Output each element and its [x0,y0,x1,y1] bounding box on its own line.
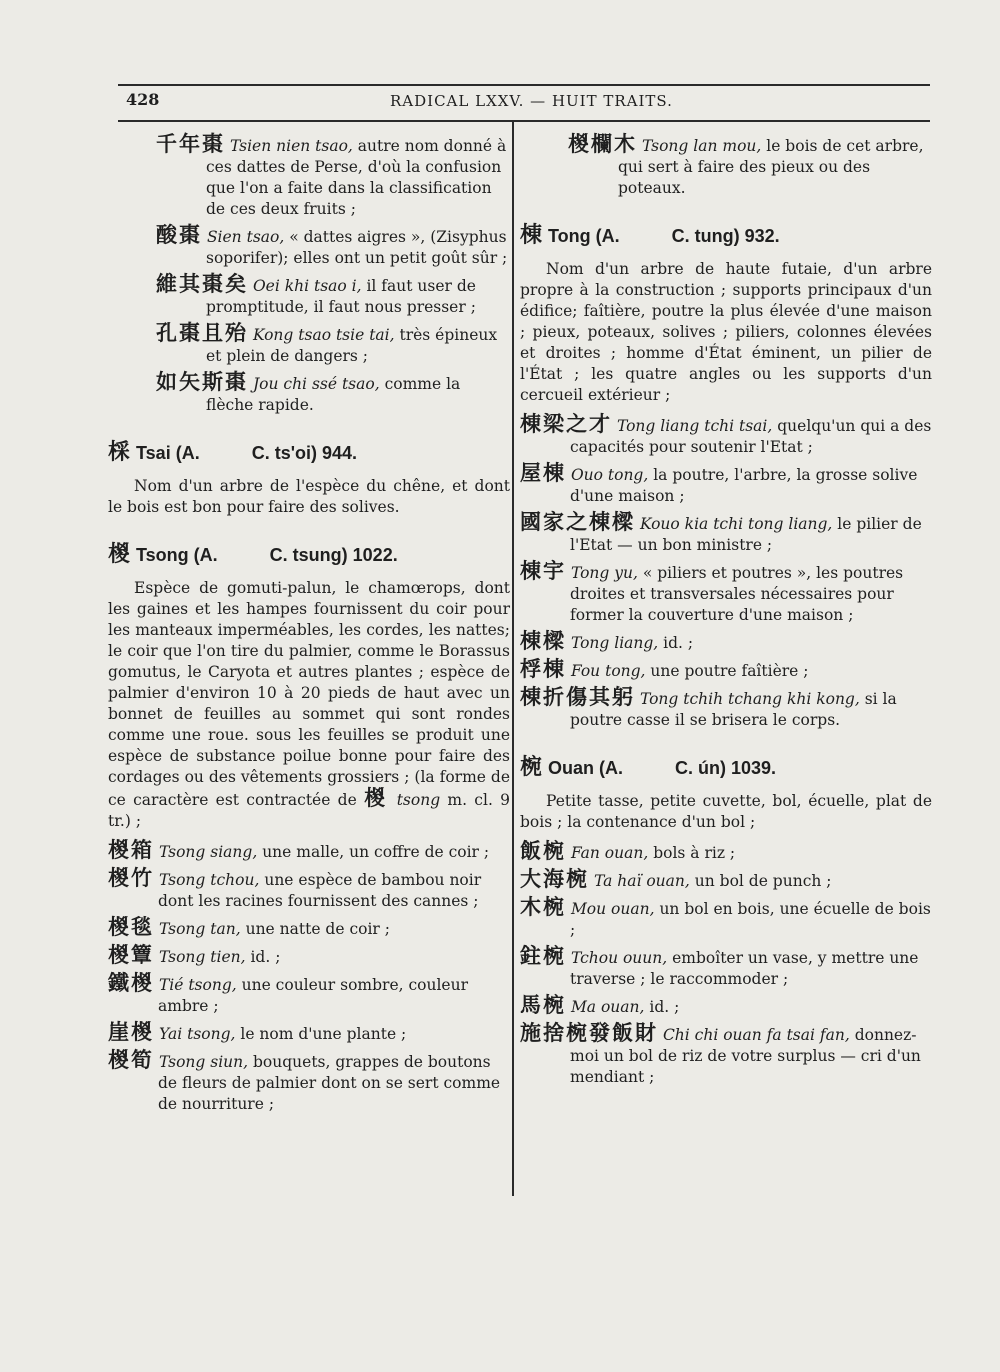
left-column [108,134,510,1120]
compound-entry: 如矢斯棗 Jou chi ssé tsao, comme la flèche rapide. [156,370,461,414]
compound-entry: 國家之棟樑 Kouo kia tchi tong liang, le pilier de l'Etat — un bon ministre ; [520,510,922,554]
compound-entry: 椶竹 Tsong tchou, une espèce de bambou noir dont les racines fournissent des cannes ; [108,866,482,910]
compound-entry: 桴棟 Fou tong, une poutre faîtière ; [520,657,809,681]
compound-entry: 鐵椶 Tié tsong, une couleur sombre, couleur ambre ; [108,971,468,1015]
definition: Petite tasse, petite cuvette, bol, écuelle, plat de bois ; la contenance d'un bol ; [520,792,932,831]
headword-tong: 棟 Tong (A. C. tung) 932. [520,223,780,248]
compound-entry: 飯椀 Fan ouan, bols à riz ; [520,839,736,863]
compound-entry: 大海椀 Ta haï ouan, un bol de punch ; [520,867,832,891]
compound-entry: 崖椶 Yai tsong, le nom d'une plante ; [108,1020,407,1044]
running-head: RADICAL LXXV. — HUIT TRAITS. [390,92,673,110]
headword-tsong: 椶 Tsong (A. C. tsung) 1022. [108,542,398,567]
right-column [520,134,932,1093]
headword-ouan: 椀 Ouan (A. C. ún) 1039. [520,755,777,780]
definition: Nom d'un arbre de l'espèce du chêne, et dont le bois est bon pour faire des solives. [108,477,510,516]
headword-tsai: 棌 Tsai (A. C. ts'oi) 944. [108,440,358,465]
compound-entry: 棟樑 Tong liang, id. ; [520,629,694,653]
compound-entry: 馬椀 Ma ouan, id. ; [520,993,680,1017]
compound-entry: 鉒椀 Tchou ouun, emboîter un vase, y mettre une traverse ; le raccommoder ; [520,944,919,988]
column-divider [512,120,514,1196]
compound-entry: 孔棗且殆 Kong tsao tsie tai, très épineux et plein de dangers ; [156,321,498,365]
compound-entry: 棟宇 Tong yu, « piliers et poutres », les poutres droites et transversales nécessaires pour former la couverture d'une maison ; [520,559,904,624]
compound-entry: 椶筍 Tsong siun, bouquets, grappes de boutons de fleurs de palmier dont on se sert comme de nourriture ; [108,1048,501,1113]
compound-entry: 椶箱 Tsong siang, une malle, un coffre de coir ; [108,838,490,862]
compound-entry: 酸棗 Sien tsao, « dattes aigres », (Zisyphus soporifer); elles ont un petit goût sûr ; [156,223,508,267]
page-header [118,84,930,122]
page-number: 428 [126,90,160,109]
compound-entry: 施捨椀發飯財 Chi chi ouan fa tsai fan, donnez-moi un bol de riz de votre surplus — cri d'un mendiant ; [520,1021,921,1086]
compound-entry: 棟折傷其躬 Tong tchih tchang khi kong, si la poutre casse il se brisera le corps. [520,685,897,729]
compound-entry: 千年棗 Tsien nien tsao, autre nom donné à ces dattes de Perse, d'où la confusion que l'on a faite dans la classification de ces deux fruits ; [156,132,507,218]
compound-entry: 椶欄木 Tsong lan mou, le bois de cet arbre, qui sert à faire des pieux ou des poteaux. [568,132,924,197]
definition: Espèce de gomuti-palun, le chamœrops, dont les gaines et les hampes fournissent du coir pour les manteaux imperméables, les cordes, les nattes; le coir que l'on tire du palmier, comme le Borassus gomutus, le Caryota et autres plantes ; espèce de palmier d'environ 10 à 20 pieds de haut avec un bonnet de feuilles au sommet qui sont rondes comme une roue. sous les feuilles se produit une espèce de substance poilue bonne pour faire des cordages ou des vêtements grossiers ; (la forme de ce caractère est contractée de 椶 tsong m. cl. 9 tr.) ; [108,579,511,830]
compound-entry: 棟梁之才 Tong liang tchi tsai, quelqu'un qui a des capacités pour soutenir l'Etat ; [520,412,932,456]
definition: Nom d'un arbre de haute futaie, d'un arbre propre à la construction ; supports principaux d'un édifice; faîtière, poutre la plus élevée d'une maison ; pieux, poteaux, solives ; piliers, colonnes élevées et droites ; homme d'État éminent, un pilier de l'État ; les quatre angles ou les supports d'un cercueil extérieur ; [520,260,932,404]
compound-entry: 木椀 Mou ouan, un bol en bois, une écuelle de bois ; [520,895,931,939]
compound-entry: 椶簟 Tsong tien, id. ; [108,943,281,967]
compound-entry: 屋棟 Ouo tong, la poutre, l'arbre, la grosse solive d'une maison ; [520,461,918,505]
compound-entry: 椶毯 Tsong tan, une natte de coir ; [108,915,390,939]
compound-entry: 維其棗矣 Oei khi tsao i, il faut user de promptitude, il faut nous presser ; [156,272,476,316]
